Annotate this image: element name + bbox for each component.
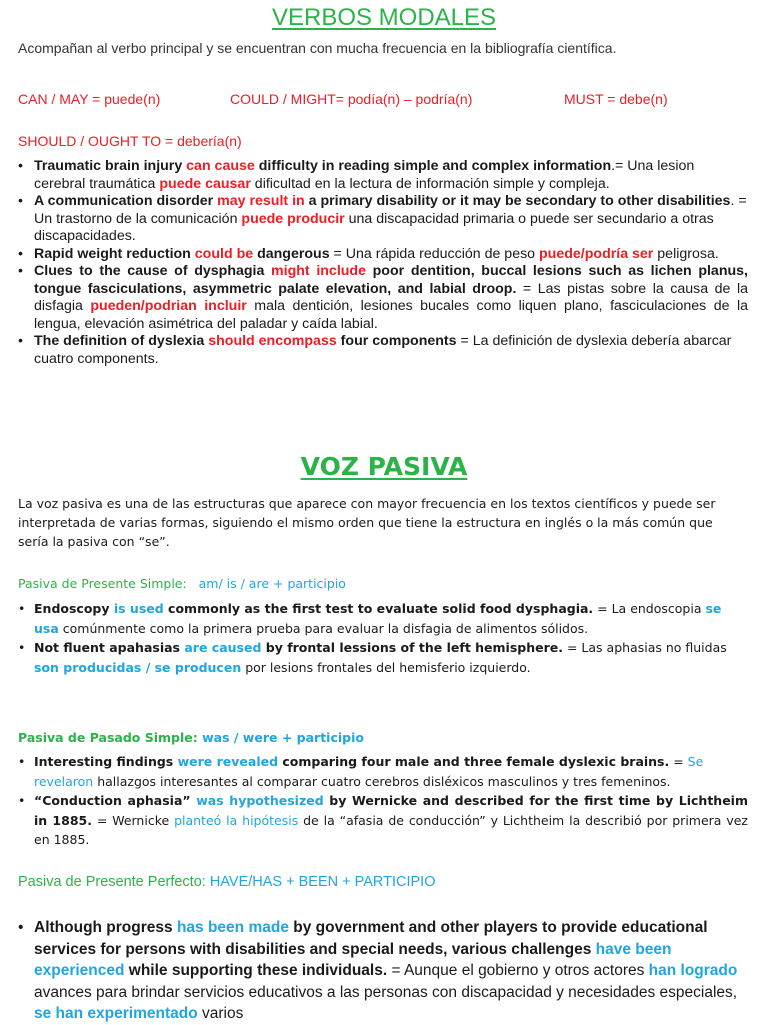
presente-simple-examples bbox=[18, 599, 748, 677]
modal-must: MUST = debe(n) bbox=[564, 91, 668, 107]
intro-modales: Acompañan al verbo principal y se encuentran con mucha frecuencia en la bibliografía científica. bbox=[18, 40, 617, 56]
subheading-presente-simple: Pasiva de Presente Simple: am/ is / are + participio bbox=[18, 576, 346, 591]
modal-can-may: CAN / MAY = puede(n) bbox=[18, 91, 161, 107]
subheading-pasado-simple: Pasiva de Pasado Simple: was / were + participio bbox=[18, 730, 364, 745]
modal-could-might: COULD / MIGHT= podía(n) – podría(n) bbox=[230, 91, 473, 107]
list-item: • The definition of dyslexia should encompass four components = La definición de dyslexia debería abarcar cuatro components. bbox=[18, 333, 748, 368]
title-verbos-modales: VERBOS MODALES bbox=[271, 4, 497, 31]
subheading-presente-perfecto: Pasiva de Presente Perfecto: HAVE/HAS + BEEN + PARTICIPIO bbox=[18, 874, 436, 890]
list-item: • Rapid weight reduction could be dangerous = Una rápida reducción de peso puede/podría ser peligrosa. bbox=[18, 246, 748, 264]
presente-perfecto-examples bbox=[18, 917, 753, 1025]
title-voz-pasiva: VOZ PASIVA bbox=[300, 452, 468, 481]
list-item: • Endoscopy is used commonly as the first test to evaluate solid food dysphagia. = La endoscopia se usa comúnmente como la primera prueba para evaluar la disfagia de alimentos sólidos. bbox=[18, 599, 748, 638]
list-item: • Clues to the cause of dysphagia might include poor dentition, buccal lesions such as lichen planus, tongue fasciculations, asymmetric palate elevation, and labial droop. = Las pistas sobre la causa de la disfagia pueden/podrian incluir mala dentición, lesiones bucales como liquen plano, fasciculaciones de la lengua, elevación asimétrica del paladar y caída labial. bbox=[18, 263, 748, 333]
list-item: • Interesting findings were revealed comparing four male and three female dyslexic brains. = Se revelaron hallazgos interesantes al comparar cuatro cerebros disléxicos masculinos y tres femeninos. bbox=[18, 752, 748, 791]
list-item: • Not fluent apahasias are caused by frontal lessions of the left hemisphere. = Las aphasias no fluidas son producidas / se producen por lesions frontales del hemisferio izquierdo. bbox=[18, 638, 748, 677]
modal-should: SHOULD / OUGHT TO = debería(n) bbox=[18, 133, 242, 149]
intro-voz-pasiva: La voz pasiva es una de las estructuras que aparece con mayor frecuencia en los textos científicos y puede ser interpretada de varias formas, siguiendo el mismo orden que tiene la estructura en inglés o la más común que sería la pasiva con “se”. bbox=[18, 496, 716, 549]
list-item: • Traumatic brain injury can cause difficulty in reading simple and complex information.= Una lesion cerebral traumática puede causar dificultad en la lectura de información simple y compleja. bbox=[18, 158, 748, 193]
modal-examples bbox=[18, 158, 748, 368]
list-item: • A communication disorder may result in a primary disability or it may be secondary to other disabilities. = Un trastorno de la comunicación puede producir una discapacidad primaria o puede ser secundario a otras discapacidades. bbox=[18, 193, 748, 246]
pasado-simple-examples bbox=[18, 752, 748, 850]
list-item: • Although progress has been made by government and other players to provide educational services for persons with disabilities and special needs, various challenges have been experienced while supporting these individuals. = Aunque el gobierno y otros actores han logrado avances para brindar servicios educativos a las personas con discapacidad y necesidades especiales, se han experimentado varios bbox=[18, 917, 753, 1025]
list-item: • “Conduction aphasia” was hypothesized by Wernicke and described for the first time by Lichtheim in 1885. = Wernicke planteó la hipótesis de la “afasia de conducción” y Lichtheim la describió por primera vez en 1885. bbox=[18, 791, 748, 850]
